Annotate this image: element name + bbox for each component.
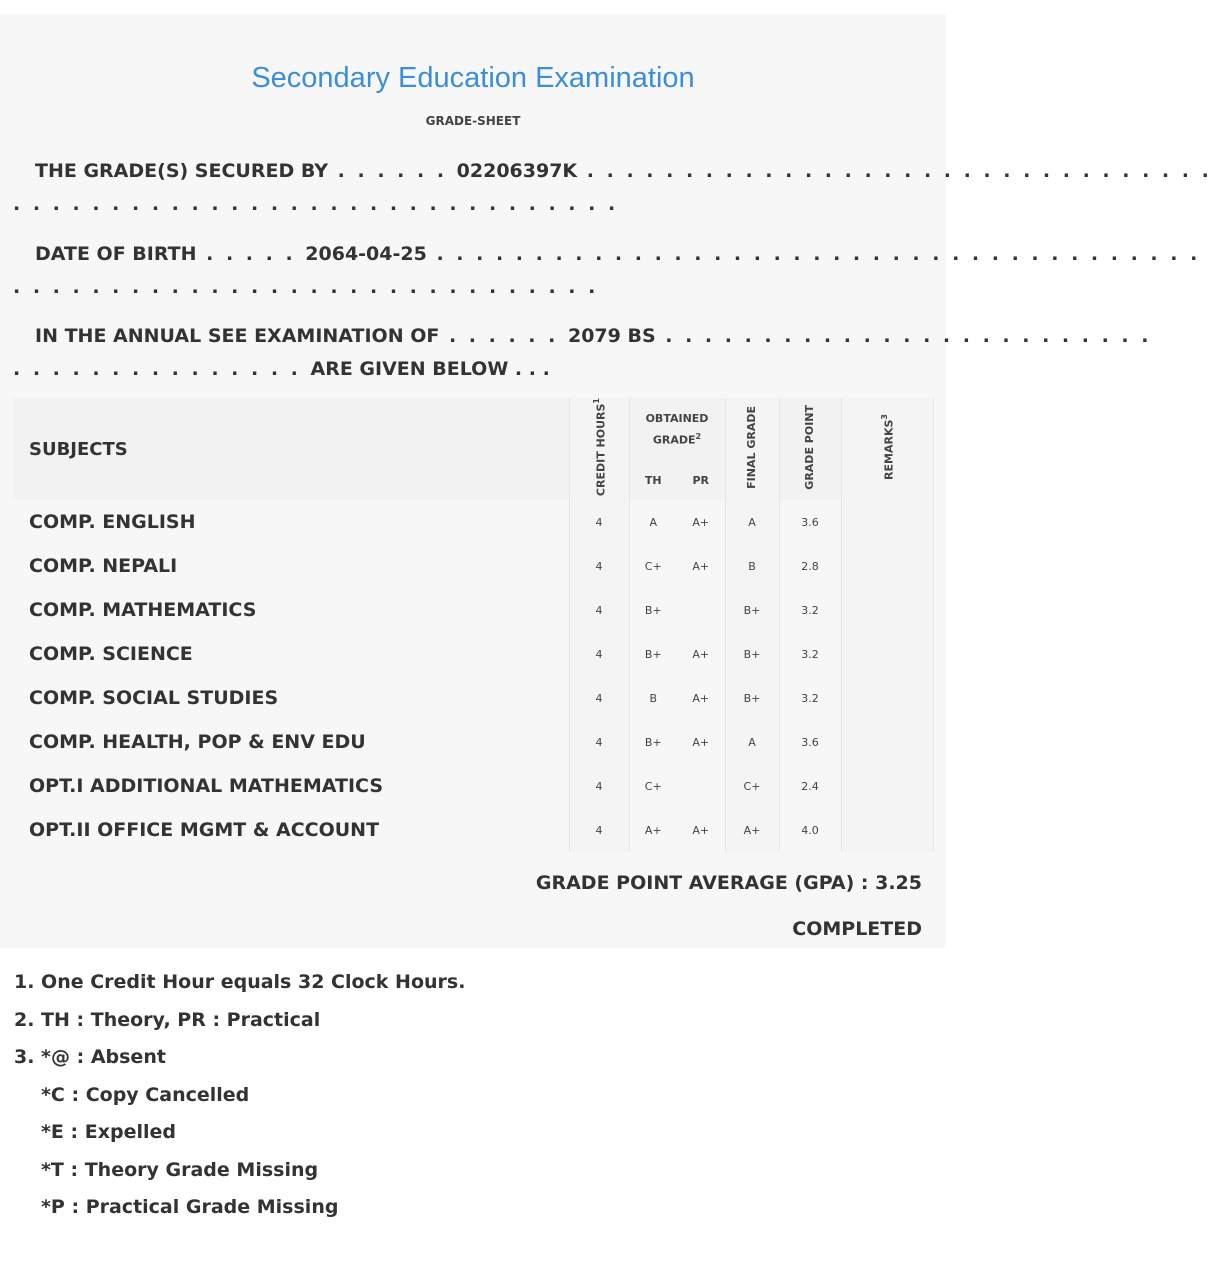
given-below-text: ARE GIVEN BELOW . . . bbox=[310, 358, 550, 380]
pr-cell: A+ bbox=[692, 647, 710, 661]
table-row bbox=[13, 808, 933, 852]
final-cell: B bbox=[725, 544, 779, 588]
pr-cell: A+ bbox=[692, 515, 710, 529]
gpa-line bbox=[536, 872, 922, 894]
final-cell: A bbox=[725, 720, 779, 764]
dob-value: 2064-04-25 bbox=[305, 243, 427, 265]
subject-name: OPT.II OFFICE MGMT & ACCOUNT bbox=[29, 819, 380, 842]
dob-line: DATE OF BIRTH . . . . . 2064-04-25 . . . . . . . . . . . . . . . . . . . . . . . . . . . . . . . . . . . . . . . . . . . . . . . . . . . . . . . . . . . . . . . . . . . . . bbox=[13, 243, 1201, 298]
credit-cell: 4 bbox=[569, 544, 629, 588]
footnote: *C : Copy Cancelled bbox=[41, 1083, 250, 1106]
table-row bbox=[13, 544, 933, 588]
footnotes bbox=[14, 964, 465, 1227]
obtained-grade-header: OBTAINED GRADE$^2$ bbox=[645, 412, 709, 447]
table-row bbox=[13, 764, 933, 808]
final-cell: A bbox=[725, 500, 779, 544]
page-title: Secondary Education Examination bbox=[251, 62, 695, 94]
secured-by-line: THE GRADE(S) SECURED BY . . . . . . 02206397K . . . . . . . . . . . . . . . . . . . . . . . . . . . . . . . . . . . . . . . . . . . . . . . . . . . . . . . . . . . . . . . bbox=[13, 160, 1212, 215]
dob-label: DATE OF BIRTH bbox=[35, 243, 197, 265]
footnote: *P : Practical Grade Missing bbox=[41, 1196, 339, 1218]
gp-cell: 3.6 bbox=[801, 735, 819, 749]
th-cell: A bbox=[649, 515, 658, 529]
final-cell: B+ bbox=[725, 632, 779, 676]
exam-label: IN THE ANNUAL SEE EXAMINATION OF bbox=[35, 325, 440, 347]
subject-name: OPT.I ADDITIONAL MATHEMATICS bbox=[29, 775, 384, 798]
remarks-cell bbox=[841, 808, 933, 852]
gp-cell: 4.0 bbox=[801, 823, 819, 837]
result-status: COMPLETED bbox=[792, 918, 922, 940]
footnote: 1. One Credit Hour equals 32 Clock Hours. bbox=[14, 971, 466, 993]
remarks-header: REMARKS$^3$ bbox=[841, 398, 933, 500]
final-cell: A+ bbox=[725, 808, 779, 852]
th-cell: A+ bbox=[644, 823, 662, 837]
gp-cell: 3.2 bbox=[801, 647, 819, 661]
page-subtitle: GRADE-SHEET bbox=[425, 114, 521, 128]
pr-cell bbox=[677, 764, 725, 808]
subjects-header: SUBJECTS bbox=[29, 438, 128, 460]
gp-cell: 2.4 bbox=[801, 779, 819, 793]
pr-cell: A+ bbox=[692, 559, 710, 573]
final-grade-header: FINAL GRADE bbox=[725, 398, 779, 500]
remarks-cell bbox=[841, 544, 933, 588]
subject-name: COMP. ENGLISH bbox=[29, 511, 196, 534]
remarks-cell bbox=[841, 632, 933, 676]
table-row bbox=[13, 500, 933, 544]
footnote: *E : Expelled bbox=[41, 1121, 176, 1143]
th-cell: C+ bbox=[644, 559, 662, 573]
th-cell: C+ bbox=[644, 779, 662, 793]
remarks-cell bbox=[841, 676, 933, 720]
subject-name: COMP. MATHEMATICS bbox=[29, 599, 257, 622]
footnote: *T : Theory Grade Missing bbox=[41, 1158, 319, 1181]
remarks-cell bbox=[841, 500, 933, 544]
table-row bbox=[13, 588, 933, 632]
subject-name: COMP. HEALTH, POP & ENV EDU bbox=[29, 731, 366, 754]
th-header: TH bbox=[644, 474, 662, 488]
gp-cell: 3.2 bbox=[801, 603, 819, 617]
credit-hours-header: CREDIT HOURS$^1$ bbox=[569, 398, 629, 500]
final-cell: C+ bbox=[725, 764, 779, 808]
footnote: 2. TH : Theory, PR : Practical bbox=[14, 1008, 321, 1031]
exam-year: 2079 BS bbox=[567, 325, 656, 347]
th-cell: B+ bbox=[644, 603, 662, 617]
table-header-row bbox=[13, 398, 933, 462]
pr-cell: A+ bbox=[692, 823, 710, 837]
gp-cell: 2.8 bbox=[801, 559, 819, 573]
credit-cell: 4 bbox=[569, 500, 629, 544]
exam-line: IN THE ANNUAL SEE EXAMINATION OF . . . . . . 2079 BS . . . . . . . . . . . . . . . . . . . . . . . . . . . . . . . . . . . . . . . . ARE GIVEN BELOW . . . bbox=[13, 325, 1152, 380]
footnote: 3. *@ : Absent bbox=[14, 1046, 166, 1068]
grade-point-header: GRADE POINT bbox=[803, 404, 816, 490]
pr-cell: A+ bbox=[692, 735, 710, 749]
table-row bbox=[13, 720, 933, 764]
symbol-number: 02206397K bbox=[456, 160, 578, 182]
secured-by-label: THE GRADE(S) SECURED BY bbox=[35, 160, 329, 182]
credit-cell: 4 bbox=[569, 676, 629, 720]
table-row bbox=[13, 676, 933, 720]
final-cell: B+ bbox=[725, 588, 779, 632]
subject-name: COMP. SOCIAL STUDIES bbox=[29, 687, 279, 710]
th-cell: B+ bbox=[644, 647, 662, 661]
pr-header: PR bbox=[692, 474, 710, 488]
th-cell: B+ bbox=[644, 735, 662, 749]
credit-cell: 4 bbox=[569, 588, 629, 632]
gpa-value: 3.25 bbox=[875, 872, 922, 894]
gpa-label: GRADE POINT AVERAGE (GPA) : bbox=[535, 872, 869, 894]
pr-cell: A+ bbox=[692, 691, 710, 705]
credit-cell: 4 bbox=[569, 808, 629, 852]
gp-cell: 3.6 bbox=[801, 515, 819, 529]
table-row bbox=[13, 632, 933, 676]
th-cell: B bbox=[649, 691, 658, 705]
credit-cell: 4 bbox=[569, 764, 629, 808]
credit-cell: 4 bbox=[569, 632, 629, 676]
subject-name: COMP. NEPALI bbox=[29, 555, 178, 578]
gp-cell: 3.2 bbox=[801, 691, 819, 705]
remarks-cell bbox=[841, 588, 933, 632]
subject-name: COMP. SCIENCE bbox=[29, 643, 193, 666]
pr-cell bbox=[677, 588, 725, 632]
grades-table bbox=[13, 398, 934, 852]
remarks-cell bbox=[841, 764, 933, 808]
final-cell: B+ bbox=[725, 676, 779, 720]
credit-cell: 4 bbox=[569, 720, 629, 764]
remarks-cell bbox=[841, 720, 933, 764]
